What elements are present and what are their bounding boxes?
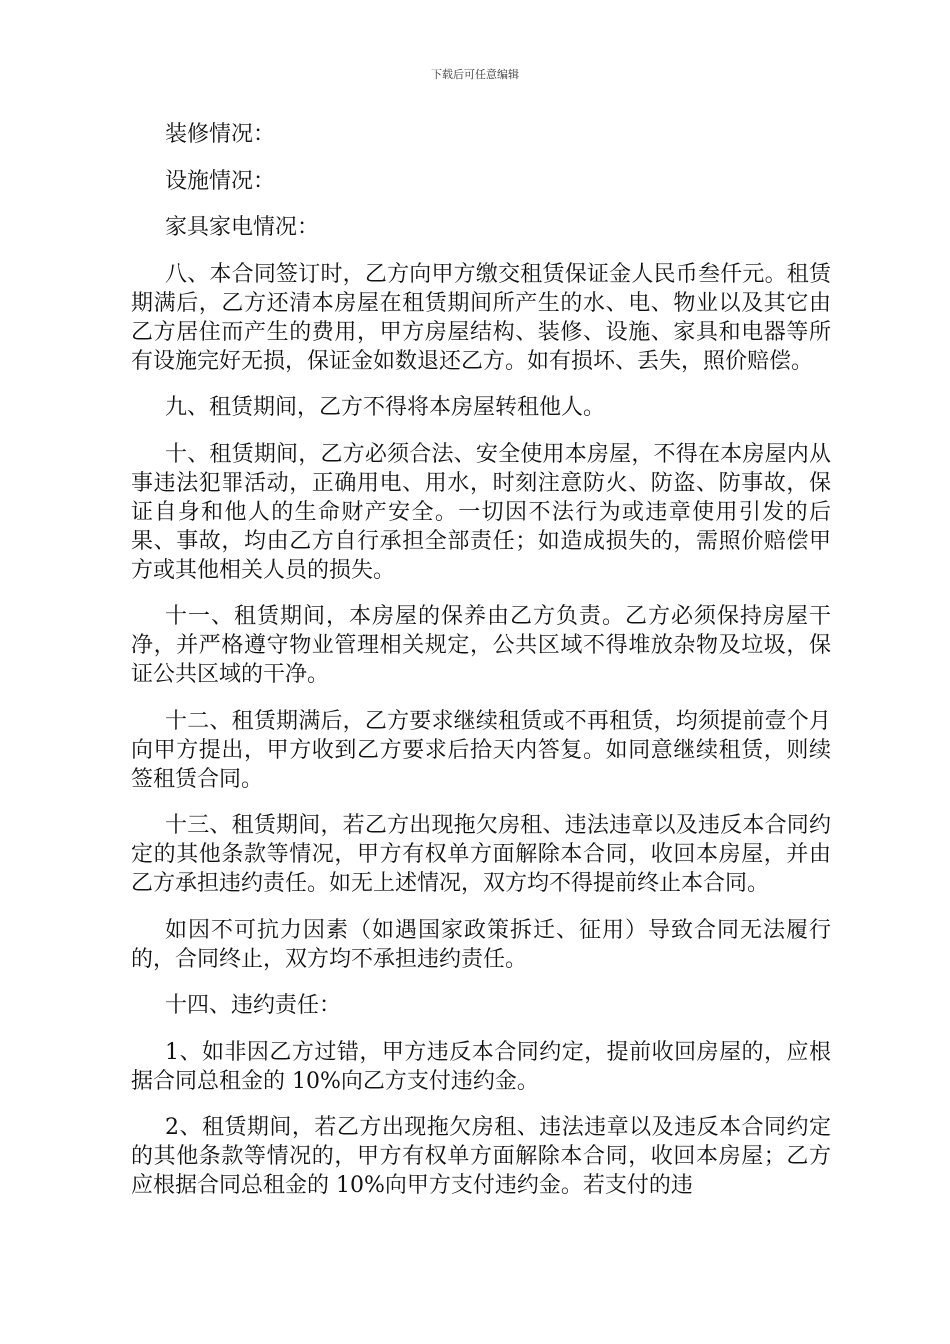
paragraph-furniture: 家具家电情况： [165, 215, 320, 240]
paragraph-clause-8: 八、本合同签订时，乙方向甲方缴交租赁保证金人民币叁仟元。租赁期满后，乙方还清本房屋在租赁期间所产生的水、电、物业以及其它由乙方居住而产生的费用，甲方房屋结构、装修、设施、家具和电器等所有设施完好无损，保证金如数退还乙方。如有损坏、丢失，照价赔偿。 [131, 261, 831, 374]
paragraph-clause-10: 十、租赁期间，乙方必须合法、安全使用本房屋，不得在本房屋内从事违法犯罪活动，正确用电、用水，时刻注意防火、防盗、防事故，保证自身和他人的生命财产安全。一切因不法行为或违章使用引发的后果、事故，均由乙方自行承担全部责任；如造成损失的，需照价赔偿甲方或其他相关人员的损失。 [131, 441, 831, 583]
paragraph-clause-14-item-1: 1、如非因乙方过错，甲方违反本合同约定，提前收回房屋的，应根据合同总租金的 10%向乙方支付违约金。 [131, 1039, 831, 1094]
paragraph-clause-12: 十二、租赁期满后，乙方要求继续租赁或不再租赁，均须提前壹个月向甲方提出，甲方收到乙方要求后拾天内答复。如同意继续租赁，则续签租赁合同。 [131, 708, 831, 792]
paragraph-clause-14-item-2: 2、租赁期间，若乙方出现拖欠房租、违法违章以及违反本合同约定的其他条款等情况的，甲方有权单方面解除本合同，收回本房屋；乙方应根据合同总租金的 10%向甲方支付违约金。若支付的违 [131, 1115, 831, 1198]
paragraph-facilities: 设施情况： [165, 168, 276, 194]
page-header: 下载后可任意编辑 [431, 68, 519, 81]
paragraph-clause-11: 十一、租赁期间，本房屋的保养由乙方负责。乙方必须保持房屋干净，并严格遵守物业管理相关规定，公共区域不得堆放杂物及垃圾，保证公共区域的干净。 [131, 604, 831, 687]
paragraph-clause-9: 九、租赁期间，乙方不得将本房屋转租他人。 [165, 395, 606, 420]
paragraph-clause-13: 十三、租赁期间，若乙方出现拖欠房租、违法违章以及违反本合同约定的其他条款等情况，甲方有权单方面解除本合同，收回本房屋，并由乙方承担违约责任。如无上述情况，双方均不得提前终止本合同。 [131, 813, 831, 896]
paragraph-decoration: 装修情况： [165, 122, 276, 147]
paragraph-clause-14: 十四、违约责任： [165, 993, 342, 1018]
document-body [131, 120, 831, 1218]
paragraph-force-majeure: 如因不可抗力因素（如遇国家政策拆迁、征用）导致合同无法履行的，合同终止，双方均不承担违约责任。 [131, 917, 831, 972]
